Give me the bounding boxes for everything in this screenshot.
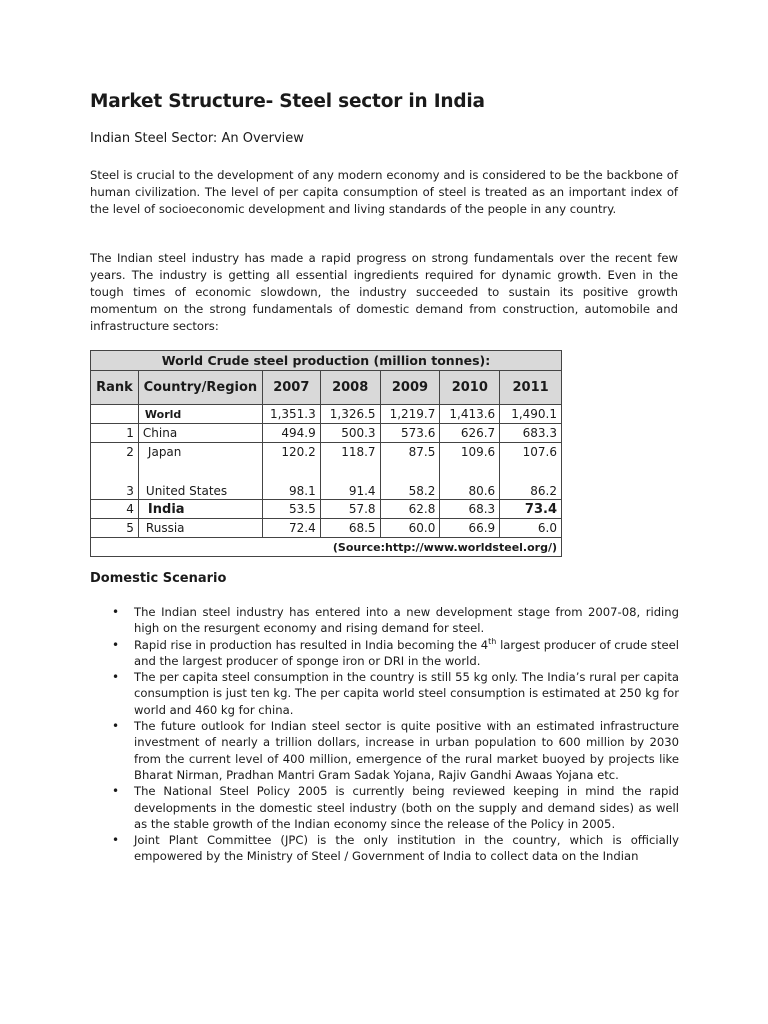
value-cell: 494.9 (262, 424, 320, 443)
value-cell: 1,219.7 (380, 405, 440, 424)
steel-production-table (90, 350, 562, 557)
column-header: 2008 (320, 371, 380, 405)
column-header: Country/Region (138, 371, 262, 405)
value-cell: 1,413.6 (440, 405, 500, 424)
table-row (91, 405, 562, 424)
document-title: Market Structure- Steel sector in India (90, 91, 485, 112)
bullet-text: The Indian steel industry has entered into a new development stage from 2007-08, riding high on the resurgent economy and rising demand for steel. (134, 605, 679, 636)
paragraph-2: The Indian steel industry has made a rapid progress on strong fundamentals over the recent few years. The industry is getting all essential ingredients required for dynamic growth. Even in the tough times of economic slowdown, the industry succeeded to sustain its positive growth momentum on the strong fundamentals of domestic demand from construction, automobile and infrastructure sectors: (90, 251, 678, 333)
paragraph-1: Steel is crucial to the development of any modern economy and is considered to be the backbone of human civilization. The level of per capita consumption of steel is treated as an important index of the level of socioeconomic development and living standards of the people in any country. (90, 168, 678, 216)
country-cell: World (138, 405, 262, 424)
column-header: 2007 (262, 371, 320, 405)
table-row (91, 461, 562, 500)
value-cell: 500.3 (320, 424, 380, 443)
rank-cell: 4 (91, 500, 139, 519)
value-cell: 57.8 (320, 500, 380, 519)
table-row (91, 443, 562, 462)
value-cell: 1,490.1 (500, 405, 562, 424)
value-cell: 91.4 (320, 461, 380, 500)
table-row-india (91, 500, 562, 519)
value-cell: 87.5 (380, 443, 440, 462)
bullet-text: Joint Plant Committee (JPC) is the only institution in the country, which is officially empowered by the Ministry of Steel / Government of India to collect data on the Indian (134, 833, 679, 864)
value-cell: 1,351.3 (262, 405, 320, 424)
value-cell: 683.3 (500, 424, 562, 443)
bullet-icon: • (112, 605, 120, 619)
value-cell: 68.3 (440, 500, 500, 519)
list-item (112, 832, 679, 865)
rank-cell: 5 (91, 519, 139, 538)
value-cell: 73.4 (500, 500, 562, 519)
country-cell: India (138, 500, 262, 519)
list-item (112, 636, 679, 670)
bullet-text: The National Steel Policy 2005 is currently being reviewed keeping in mind the rapid developments in the domestic steel industry (both on the supply and demand sides) as well as the stable growth of the Indian economy since the release of the Policy in 2005. (134, 784, 679, 831)
ordinal-suffix: th (488, 636, 497, 646)
value-cell: 80.6 (440, 461, 500, 500)
bullet-text: The future outlook for Indian steel sector is quite positive with an estimated infrastructure investment of nearly a trillion dollars, increase in urban population to 600 million by 2030 from the current level of 400 million, emergence of the rural market buoyed by projects like Bharat Nirman, Pradhan Mantri Gram Sadak Yojana, Rajiv Gandhi Awaas Yojana etc. (134, 719, 679, 782)
value-cell: 626.7 (440, 424, 500, 443)
bullet-text: largest producer of crude steel and the largest producer of sponge iron or DRI in the world. (134, 637, 679, 668)
table-row (91, 519, 562, 538)
rank-cell (91, 405, 139, 424)
rank-cell: 2 (91, 443, 139, 462)
rank-cell: 3 (91, 461, 139, 500)
list-item (112, 604, 679, 637)
section-subtitle: Indian Steel Sector: An Overview (90, 131, 304, 146)
value-cell: 58.2 (380, 461, 440, 500)
value-cell: 107.6 (500, 443, 562, 462)
value-cell: 66.9 (440, 519, 500, 538)
value-cell: 98.1 (262, 461, 320, 500)
bullet-icon: • (112, 833, 120, 848)
value-cell: 72.4 (262, 519, 320, 538)
bullet-text: The per capita steel consumption in the country is still 55 kg only. The India’s rural per capita consumption is just ten kg. The per capita world steel consumption is estimated at 250 kg for world and 460 kg for china. (134, 670, 679, 717)
value-cell: 86.2 (500, 461, 562, 500)
section-heading-domestic: Domestic Scenario (90, 571, 227, 586)
column-header: Rank (91, 371, 139, 405)
bullet-icon: • (112, 784, 120, 799)
country-cell: Japan (138, 443, 262, 462)
column-header: 2010 (440, 371, 500, 405)
rank-cell: 1 (91, 424, 139, 443)
table-header-row (91, 371, 562, 405)
bullet-icon: • (112, 670, 120, 685)
list-item (112, 783, 679, 832)
country-cell: United States (138, 461, 262, 500)
table-caption: World Crude steel production (million tonnes): (91, 351, 562, 371)
value-cell: 118.7 (320, 443, 380, 462)
list-item (112, 669, 679, 718)
value-cell: 53.5 (262, 500, 320, 519)
table-source-note: (Source:http://www.worldsteel.org/) (91, 538, 562, 557)
value-cell: 109.6 (440, 443, 500, 462)
value-cell: 62.8 (380, 500, 440, 519)
bullet-icon: • (112, 719, 120, 734)
table-row (91, 424, 562, 443)
value-cell: 68.5 (320, 519, 380, 538)
bullet-icon: • (112, 637, 120, 652)
value-cell: 1,326.5 (320, 405, 380, 424)
domestic-bullet-list (112, 604, 679, 865)
value-cell: 60.0 (380, 519, 440, 538)
bullet-text: Rapid rise in production has resulted in India becoming the 4 (134, 637, 489, 652)
value-cell: 120.2 (262, 443, 320, 462)
column-header: 2011 (500, 371, 562, 405)
value-cell: 6.0 (500, 519, 562, 538)
value-cell: 573.6 (380, 424, 440, 443)
country-cell: China (138, 424, 262, 443)
list-item (112, 718, 679, 783)
country-cell: Russia (138, 519, 262, 538)
column-header: 2009 (380, 371, 440, 405)
